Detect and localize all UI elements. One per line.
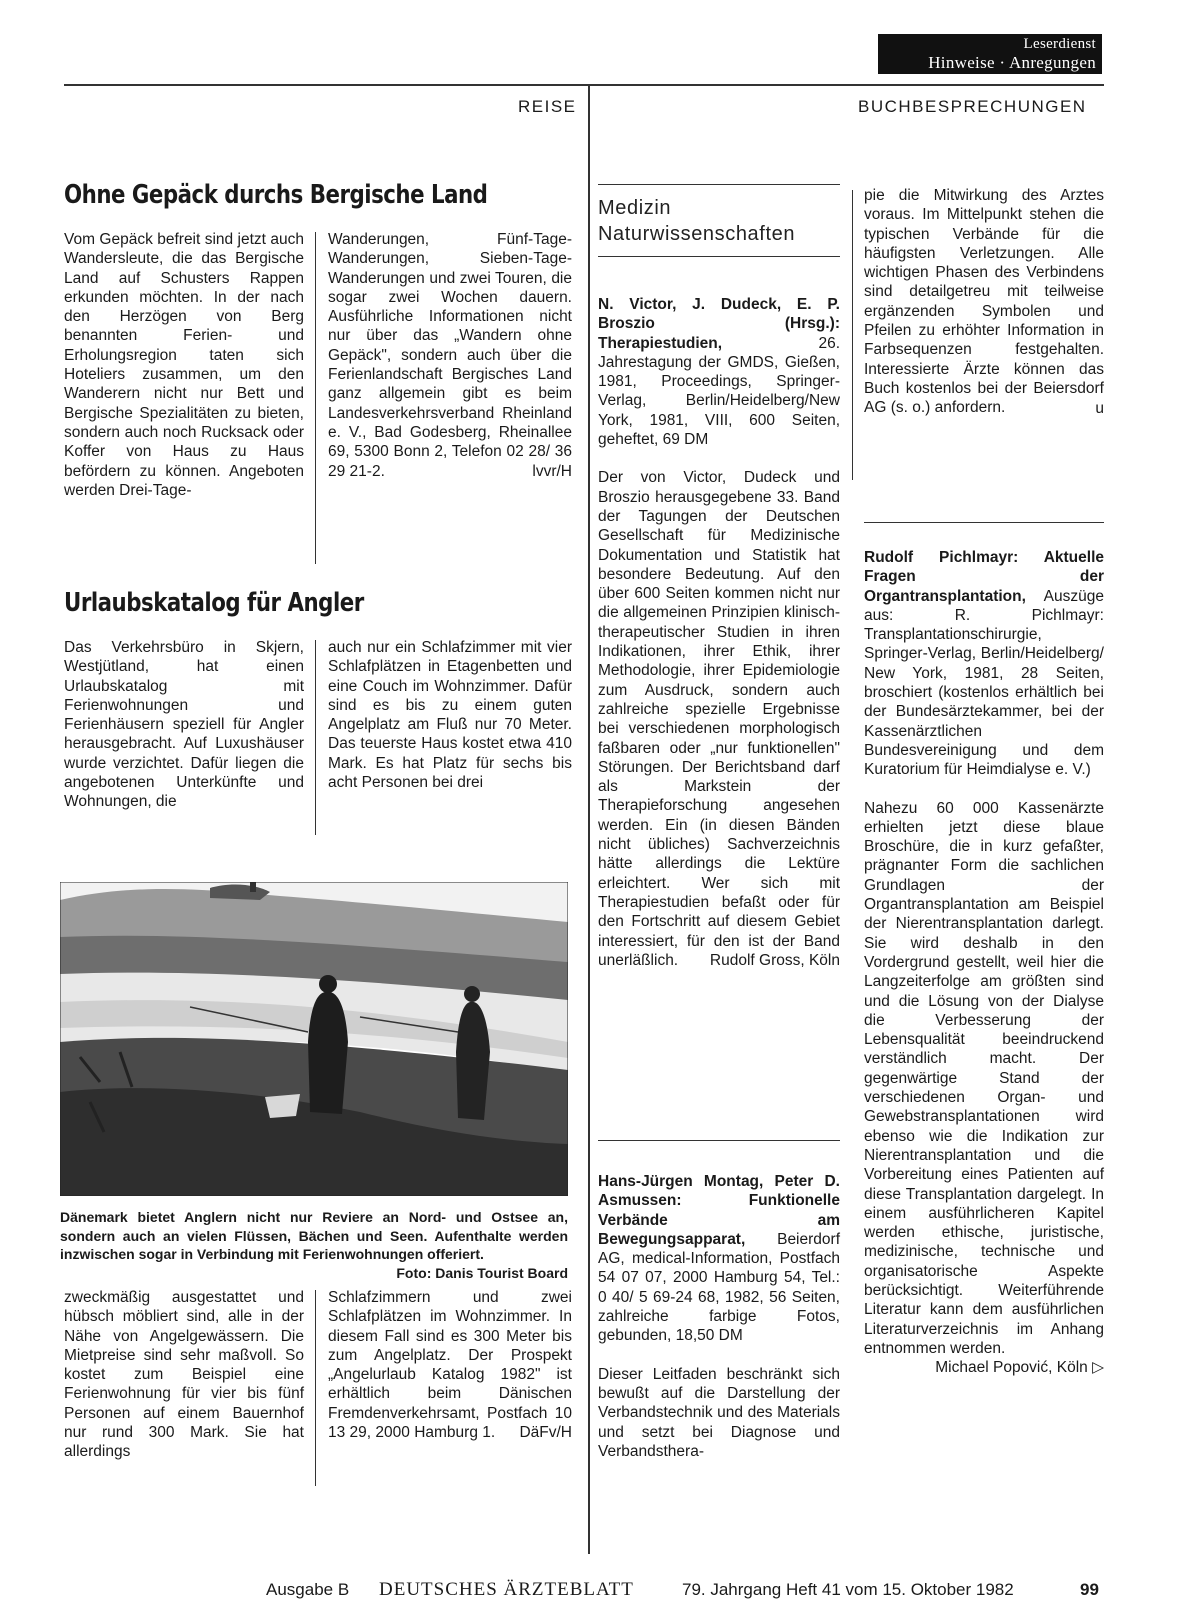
review2-reference-bold: Hans-Jürgen Montag, Peter D. Asmussen: Funktionelle Verbände am Bewegungsapparat, (598, 1173, 840, 1248)
review1-body: Der von Victor, Dudeck und Broszio herausgegebene 33. Band der Tagungen der Deutschen Gesellschaft für Medizinische Dokumentation und Statistik hat besondere Bedeutung. Auf den über 600 Seiten kommen nicht nur die allgemeinen Prinzipien klinisch-therapeutischer Studien in ihren Indikationen, ihrer Ethik, ihrer Methodologie, ihrer Epidemiologie zum Ausdruck, sondern auch zahlreiche spezielle Ergebnisse bei verschiedenen morphologisch faßbaren oder „nur funktionellen" Störungen. Der Berichtsband darf als Markstein der Therapieforschung angesehen werden. Ein (in diesen Bänden nicht übliches) Sachverzeichnis hätte allerdings die Lektüre erleichtert. Wer sich mit Therapiestudien befaßt oder für den Fortschritt auf diesem Gebiet interessiert, für den ist der Band unerläßlich. (598, 469, 840, 969)
photo-credit: Foto: Danis Tourist Board (396, 1264, 568, 1281)
article2-text-2b: Schlafzimmern und zwei Schlafplätzen im Wohnzimmer. In diesem Fall sind es 300 Meter bis zum Angelplatz. Der Prospekt „Angelurlaub Katalog 1982" ist erhältlich beim Dänischen Fremdenverkehrsamt, Postfach 10 13 29, 2000 Hamburg 1. (328, 1289, 572, 1442)
article1-column-1 (64, 230, 304, 500)
photo-caption-text: Dänemark bietet Anglern nicht nur Reviere an Nord- und Ostsee an, sondern auch an vielen Flüssen, Bächen und Seen. Aufenthalte werden inzwischen sogar in Verbindung mit Ferienwohnungen offeriert. (60, 1209, 568, 1262)
review2-continued (864, 186, 1104, 418)
review1-reference-bold: N. Victor, J. Dudeck, E. P. Broszio (Hrsg.): Therapiestudien, (598, 296, 840, 352)
section-label-buchbesprechungen: BUCHBESPRECHUNGEN (858, 97, 1087, 116)
review2-body-start: Dieser Leitfaden beschränkt sich bewußt auf die Darstellung der Verbandstechnik und des Materials und setzt bei Diagnose und Verbandsthera- (598, 1365, 840, 1460)
review-separator-2 (864, 522, 1104, 523)
review1-reference-rest: 26. Jahrestagung der GMDS, Gießen, 1981, Proceedings, Springer-Verlag, Berlin/Heidelberg/New York, 1981, VIII, 600 Seiten, geheftet, 69 DM (598, 334, 840, 449)
article2-column-2-top (328, 638, 572, 792)
footer-page-number: 99 (1080, 1580, 1099, 1599)
column-divider (588, 86, 590, 1554)
books-column-rule (852, 190, 853, 480)
article1-column-rule (315, 232, 316, 564)
leserdienst-badge (878, 34, 1102, 74)
article1-signature: lvvr/H (532, 462, 572, 480)
review3-author: Michael Popović, Köln (935, 1359, 1088, 1377)
article-title-bergisches-land: Ohne Gepäck durchs Bergische Land (64, 180, 488, 210)
badge-line-1: Leserdienst (1023, 36, 1096, 52)
subject-line-1: Medizin (598, 197, 672, 219)
article2-text-1b: zweckmäßig ausgestattet und hübsch möbliert sind, alle in der Nähe von Angelgewässern. Die Mietpreise sind sehr maßvoll. So kostet zum Beispiel eine Ferienwohnung für vier bis fünf Personen auf einem Bauernhof nur rund 300 Mark. Sie hat allerdings (64, 1289, 304, 1461)
article2-column-rule-top (315, 640, 316, 835)
review-separator-1 (598, 1140, 840, 1141)
photo-caption (60, 1208, 568, 1282)
article2-column-1-top (64, 638, 304, 812)
badge-line-2: Hinweise · Anregungen (928, 53, 1096, 72)
review2 (598, 1172, 840, 1461)
review3-reference-bold: Rudolf Pichlmayr: Aktuelle Fragen der Organtransplantation, (864, 549, 1104, 605)
article2-text-1a: Das Verkehrsbüro in Skjern, Westjütland, hat einen Urlaubskatalog mit Ferienwohnungen und Ferienhäusern speziell für Angler herausgebracht. Auf Luxushäuser wurde verzichtet. Dafür liegen die angebotenen Unterkünfte und Wohnungen, die (64, 639, 304, 811)
review1-reference (598, 295, 840, 449)
subject-rule-bottom (598, 256, 840, 257)
article2-column-1-bottom (64, 1288, 304, 1462)
review3-reference (864, 548, 1104, 780)
article2-text-2a: auch nur ein Schlafzimmer mit vier Schlafplätzen in Etagenbetten und eine Couch im Wohnzimmer. Dafür sind es bis zu einem guten Angelplatz am Fluß nur 70 Meter. Das teuerste Haus kostet etwa 410 Mark. Es hat Platz für sechs bis acht Personen bei drei (328, 639, 572, 792)
review1 (598, 295, 840, 970)
section-label-reise: REISE (518, 97, 577, 116)
footer-magazine: DEUTSCHES ÄRZTEBLATT (379, 1579, 634, 1600)
article2-column-2-bottom (328, 1288, 572, 1443)
subject-rule-top (598, 184, 840, 185)
review3-body: Nahezu 60 000 Kassenärzte erhielten jetzt diese blaue Broschüre, die in kurz gefaßter, prägnanter Form die sachlichen Grundlagen der Organtransplantation am Beispiel der Nierentransplantation darlegt. Sie wird deshalb in den Vordergrund gestellt, weil hier die Langzeiterfolge am größten sind und die Lösung von der Dialyse die Verbesserung der Lebensqualität beeindruckend verständlich macht. Der gegenwärtige Stand der verschiedenen Organ- und Gewebstransplantationen wird ebenso wie die Indikation zur Nierentransplantation und die Vorbereitung eines Patienten auf diese Transplantation dargelegt. In einem ausführlicheren Kapitel werden ethische, juristische, medizinische, technische und organisatorische Aspekte berücksichtigt. Weiterführende Literatur kann dem ausführlichen Literaturverzeichnis im Anhang entnommen werden. (864, 799, 1104, 1357)
article2-column-rule-bottom (315, 1290, 316, 1486)
review2-reference (598, 1172, 840, 1346)
continue-arrow-icon: ▷ (1092, 1359, 1104, 1377)
article2-signature: DäFv/H (519, 1424, 572, 1442)
subject-heading (598, 195, 795, 247)
header-rule (64, 84, 1104, 86)
review3-reference-rest: Auszüge aus: R. Pichlmayr: Transplantationschirurgie, Springer-Verlag, Berlin/Heidelberg/ New York, 1981, 28 Seiten, broschiert (kostenlos erhältlich bei der Bundesärztekammer, bei der Kassenärztlichen Bundesvereinigung und dem Kuratorium für Heimdialyse e. V.) (864, 587, 1104, 779)
footer-edition: Ausgabe B (266, 1580, 350, 1599)
review2-reference-rest: Beierdorf AG, medical-Information, Postfach 54 07 07, 2000 Hamburg 54, Tel.: 0 40/ 5 69-24 68, 1982, 56 Seiten, zahlreiche farbige Fotos, gebunden, 18,50 DM (598, 1230, 840, 1345)
article1-column-2 (328, 230, 572, 481)
review1-author: Rudolf Gross, Köln (709, 952, 840, 970)
subject-line-2: Naturwissenschaften (598, 223, 796, 245)
footer-issue: 79. Jahrgang Heft 41 vom 15. Oktober 1982 (682, 1580, 1014, 1599)
anglers-photo (60, 882, 568, 1196)
review3-signature-line (864, 1358, 1104, 1377)
review3 (864, 548, 1104, 1377)
article-title-urlaubskatalog: Urlaubskatalog für Angler (64, 588, 364, 618)
article1-text-1: Vom Gepäck befreit sind jetzt auch Wandersleute, die das Bergische Land auf Schusters Rappen erkunden möchten. In der nach den Herzögen von Berg benannten Ferien- und Erholungsregion taten sich Hoteliers zusammen, um den Wanderern nicht nur Bett und Bergische Spezialitäten zu bieten, sondern auch noch Rucksack oder Koffer von Haus zu Haus befördern zu können. Angeboten werden Drei-Tage- (64, 231, 304, 499)
article1-text-2: Wanderungen, Fünf-Tage-Wanderungen, Sieben-Tage-Wanderungen und zwei Touren, die sogar zwei Wochen dauern. Ausführliche Informationen nicht nur über das „Wandern ohne Gepäck", sondern auch über die Ferienlandschaft Bergisches Land ganz allgemein gibt es beim Landesverkehrsverband Rheinland e. V., Bad Godesberg, Rheinallee 69, 5300 Bonn 2, Telefon 02 28/ 36 29 21-2. (328, 231, 572, 480)
review2-body-continued: pie die Mitwirkung des Arztes voraus. Im Mittelpunkt stehen die typischen Verbände für die häufigsten Verletzungen. Alle wichtigen Phasen des Verbindens sind detailgetreu mit teilweise ergänzenden Symbolen und Pfeilen zu erhöhter Information in Farbsequenzen festgehalten. Interessierte Ärzte können das Buch kostenlos bei der Beiersdorf AG (s. o.) anfordern. (864, 187, 1104, 417)
review2-author: u (1095, 399, 1104, 417)
